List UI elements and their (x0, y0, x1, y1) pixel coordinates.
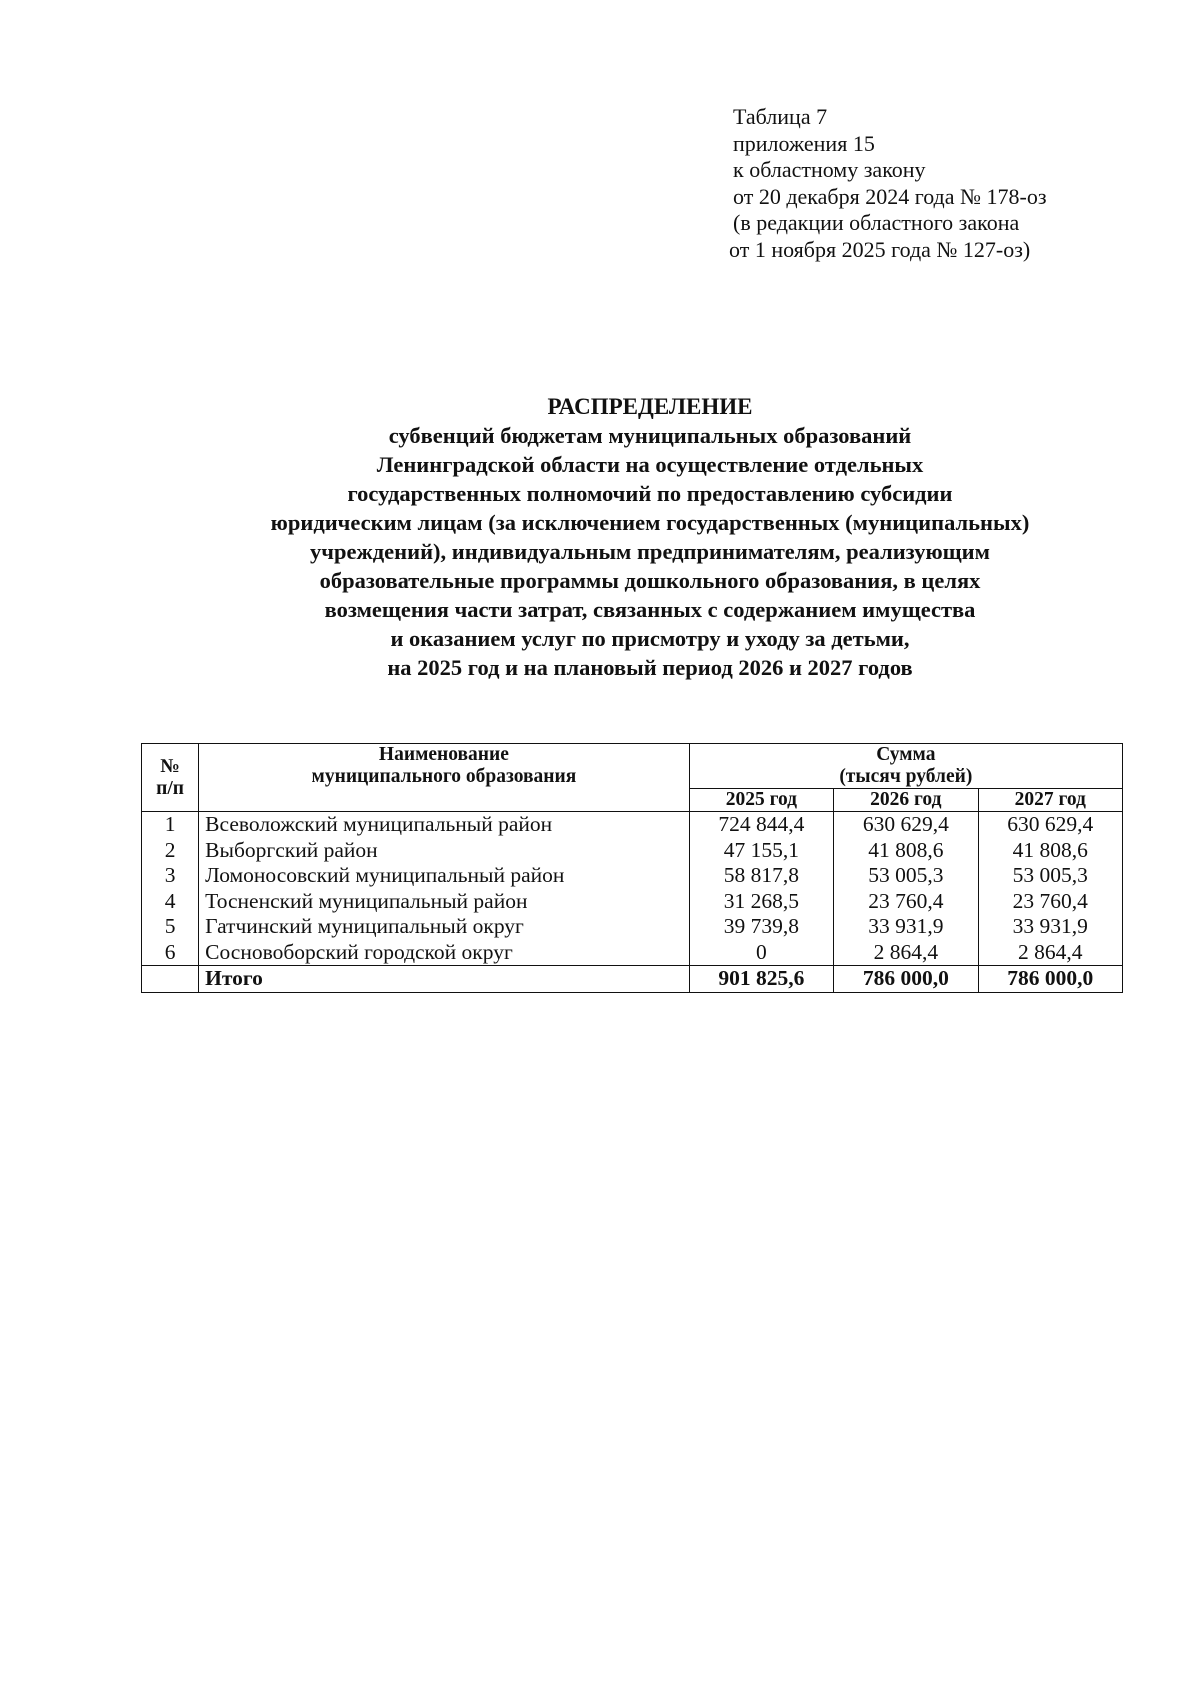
header-name (199, 744, 690, 812)
row-number: 6 (142, 940, 199, 966)
row-value-2026: 23 760,4 (834, 889, 978, 915)
appendix-line: от 1 ноября 2025 года № 127-оз) (729, 236, 1031, 262)
row-name: Выборгский район (199, 838, 690, 864)
title-line: и оказанием услуг по присмотру и уходу за детьми, (390, 626, 910, 651)
row-value-2027: 630 629,4 (978, 812, 1122, 838)
title-line: юридическим лицам (за исключением государственных (муниципальных) (270, 510, 1030, 535)
total-label: Итого (199, 966, 690, 993)
row-value-2026: 630 629,4 (834, 812, 978, 838)
row-name: Сосновоборский городской округ (199, 940, 690, 966)
row-value-2025: 58 817,8 (689, 863, 833, 889)
row-value-2027: 41 808,6 (978, 838, 1122, 864)
header-year: 2027 год (978, 789, 1122, 812)
header-year: 2025 год (689, 789, 833, 812)
header-year: 2026 год (834, 789, 978, 812)
title-line: учреждений), индивидуальным предпринимателям, реализующим (310, 539, 990, 564)
table-row (142, 940, 1123, 966)
appendix-line: (в редакции областного закона (733, 210, 1020, 235)
row-value-2027: 53 005,3 (978, 863, 1122, 889)
row-value-2026: 2 864,4 (834, 940, 978, 966)
header-name-line2: муниципального образования (311, 766, 577, 787)
row-number: 3 (142, 863, 199, 889)
row-name: Всеволожский муниципальный район (199, 812, 690, 838)
table-header-row (142, 744, 1123, 789)
row-value-2025: 47 155,1 (689, 838, 833, 864)
distribution-table (141, 743, 1123, 993)
header-sum-line2: (тысяч рублей) (839, 766, 973, 787)
title-line: на 2025 год и на плановый период 2026 и 2027 годов (387, 655, 913, 680)
document-title (100, 392, 1200, 682)
row-number: 2 (142, 838, 199, 864)
row-value-2027: 23 760,4 (978, 889, 1122, 915)
row-value-2025: 724 844,4 (689, 812, 833, 838)
total-value-2027: 786 000,0 (978, 966, 1122, 993)
appendix-line: Таблица 7 (733, 104, 828, 129)
title-line: субвенций бюджетам муниципальных образований (388, 423, 912, 448)
row-number: 4 (142, 889, 199, 915)
total-number-empty (142, 966, 199, 993)
header-sum (689, 744, 1122, 789)
row-value-2025: 31 268,5 (689, 889, 833, 915)
table-row (142, 863, 1123, 889)
row-number: 1 (142, 812, 199, 838)
title-line: Ленинградской области на осуществление отдельных (376, 452, 924, 477)
header-number (142, 744, 199, 812)
table-row (142, 812, 1123, 838)
appendix-line: приложения 15 (733, 130, 875, 156)
title-main: РАСПРЕДЕЛЕНИЕ (547, 394, 753, 419)
title-line: образовательные программы дошкольного образования, в целях (319, 568, 981, 593)
row-value-2027: 33 931,9 (978, 914, 1122, 940)
header-name-line1: Наименование (378, 744, 509, 765)
title-line: возмещения части затрат, связанных с содержанием имущества (324, 597, 976, 622)
total-value-2025: 901 825,6 (689, 966, 833, 993)
row-value-2025: 39 739,8 (689, 914, 833, 940)
row-value-2025: 0 (689, 940, 833, 966)
title-line: государственных полномочий по предоставлению субсидии (347, 481, 953, 506)
row-name: Ломоносовский муниципальный район (199, 863, 690, 889)
row-value-2026: 53 005,3 (834, 863, 978, 889)
table-row (142, 838, 1123, 864)
row-name: Тосненский муниципальный район (199, 889, 690, 915)
table-row (142, 914, 1123, 940)
table-row (142, 889, 1123, 915)
appendix-reference (729, 104, 1153, 263)
row-value-2026: 33 931,9 (834, 914, 978, 940)
row-value-2027: 2 864,4 (978, 940, 1122, 966)
header-sum-line1: Сумма (876, 744, 936, 765)
row-value-2026: 41 808,6 (834, 838, 978, 864)
total-value-2026: 786 000,0 (834, 966, 978, 993)
table-total-row (142, 966, 1123, 993)
header-number-line2: п/п (156, 777, 185, 799)
row-name: Гатчинский муниципальный округ (199, 914, 690, 940)
row-number: 5 (142, 914, 199, 940)
appendix-line: от 20 декабря 2024 года № 178-оз (733, 183, 1047, 209)
appendix-line: к областному закону (733, 157, 926, 182)
header-number-line1: № (160, 755, 180, 777)
